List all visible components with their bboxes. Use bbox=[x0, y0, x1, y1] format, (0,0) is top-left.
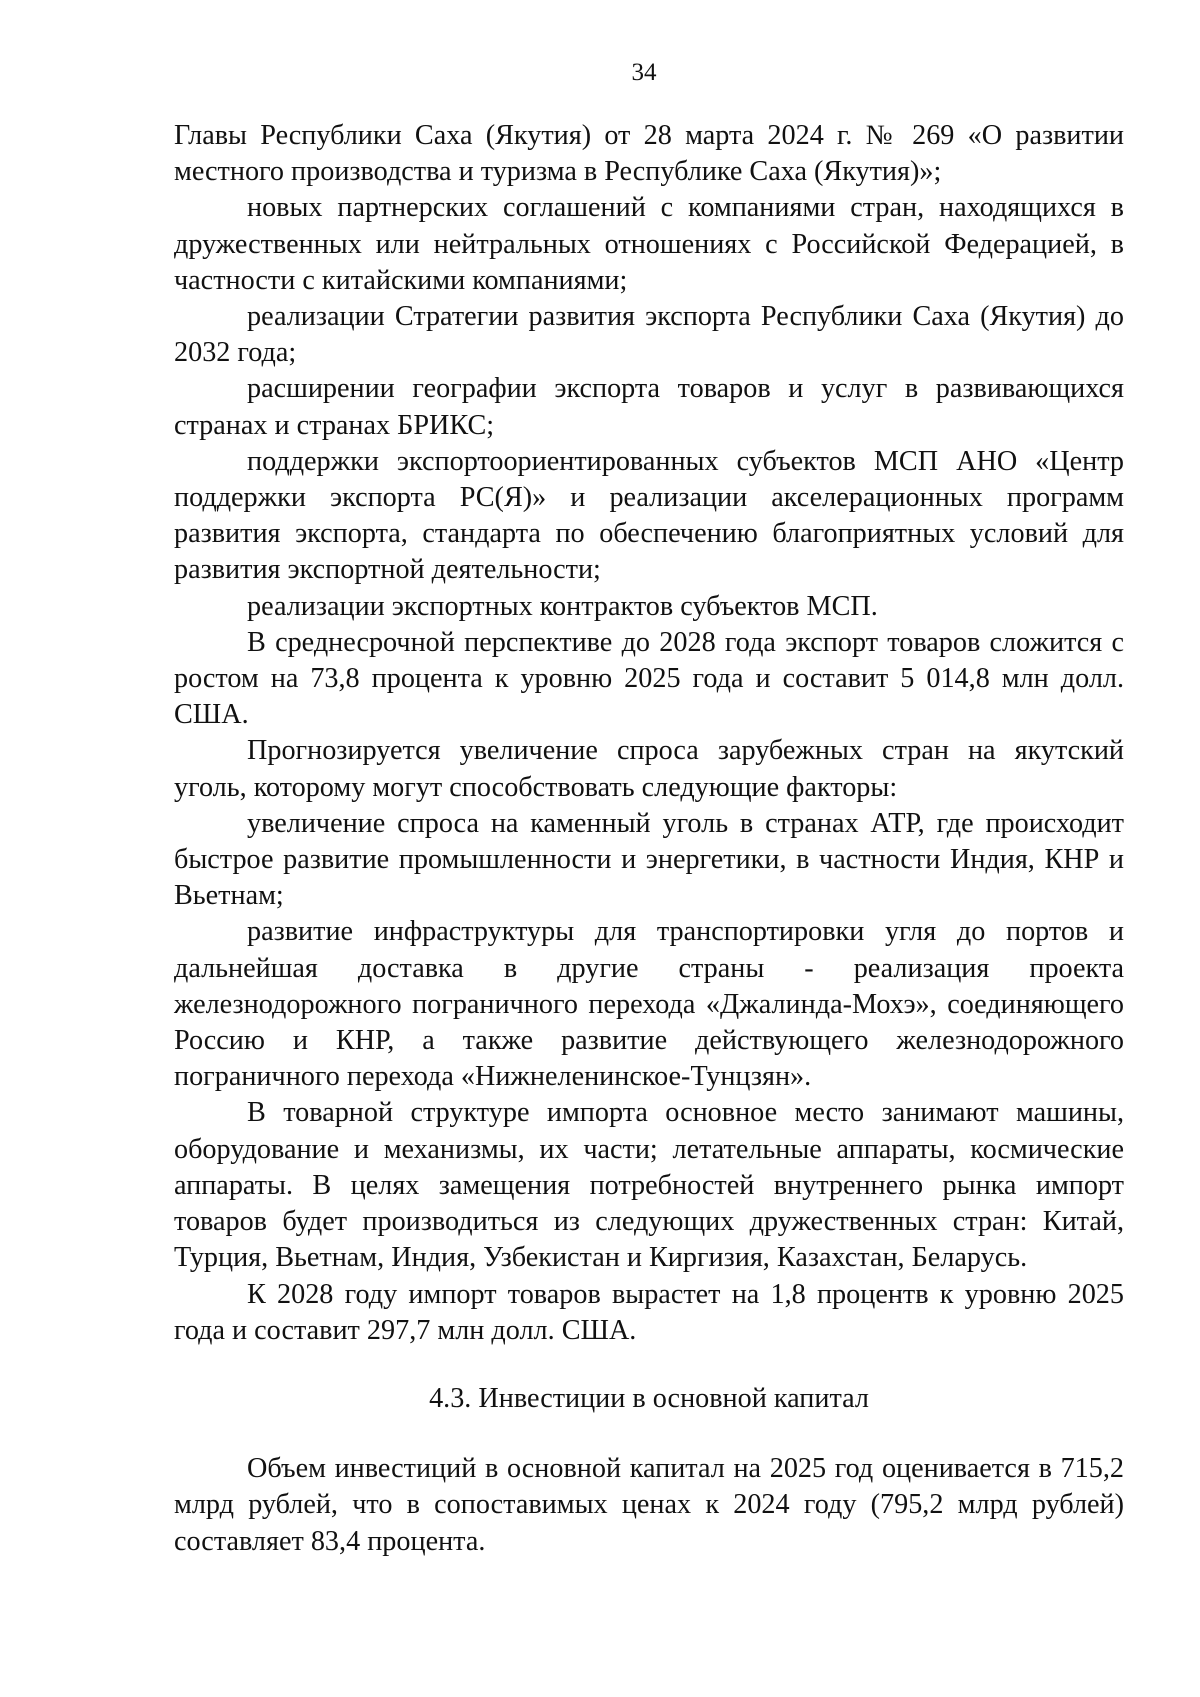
section-heading: 4.3. Инвестиции в основной капитал bbox=[429, 1382, 869, 1414]
paragraph-continuation: Главы Республики Саха (Якутия) от 28 марта 2024 г. № 269 «О развитии местного производства и туризма в Республике Саха (Якутия)»; bbox=[174, 120, 1124, 188]
paragraph-import-forecast: К 2028 году импорт товаров вырастет на 1,8 процентв к уровню 2025 года и составит 297,7 млн долл. США. bbox=[174, 1278, 1124, 1346]
paragraph-export-strategy: реализации Стратегии развития экспорта Республики Саха (Якутия) до 2032 года; bbox=[174, 301, 1124, 369]
paragraph-export-contracts: реализации экспортных контрактов субъектов МСП. bbox=[247, 590, 878, 622]
paragraph-investment-volume: Объем инвестиций в основной капитал на 2025 год оценивается в 715,2 млрд рублей, что в сопоставимых ценах к 2024 году (795,2 млрд рублей) составляет 83,4 процента. bbox=[174, 1453, 1124, 1557]
paragraph-export-forecast: В среднесрочной перспективе до 2028 года экспорт товаров сложится с ростом на 73,8 процента к уровню 2025 года и составит 5 014,8 млн долл. США. bbox=[174, 626, 1124, 731]
page-number: 34 bbox=[631, 59, 657, 86]
paragraph-apr-demand: увеличение спроса на каменный уголь в странах АТР, где происходит быстрое развитие промышленности и энергетики, в частности Индия, КНР и Вьетнам; bbox=[174, 807, 1124, 912]
paragraph-import-structure: В товарной структуре импорта основное место занимают машины, оборудование и механизмы, их части; летательные аппараты, космические аппараты. В целях замещения потребностей внутреннего рынка импорт товаров будет производиться из следующих дружественных стран: Китай, Турция, Вьетнам, Индия, Узбекистан и Киргизия, Казахстан, Беларусь. bbox=[174, 1097, 1124, 1274]
paragraph-msp-support: поддержки экспортоориентированных субъектов МСП АНО «Центр поддержки экспорта РС(Я)» и реализации акселерационных программ развития экспорта, стандарта по обеспечению благоприятных условий для развития экспортной деятельности; bbox=[174, 445, 1124, 586]
paragraph-partnership: новых партнерских соглашений с компаниями стран, находящихся в дружественных или нейтральных отношениях с Российской Федерацией, в частности с китайскими компаниями; bbox=[174, 192, 1124, 296]
paragraph-export-geography: расширении географии экспорта товаров и услуг в развивающихся странах и странах БРИКС; bbox=[174, 373, 1124, 441]
document-body bbox=[174, 118, 1124, 1560]
paragraph-coal-demand: Прогнозируется увеличение спроса зарубежных стран на якутский уголь, которому могут способствовать следующие факторы: bbox=[174, 735, 1124, 803]
paragraph-infrastructure: развитие инфраструктуры для транспортировки угля до портов и дальнейшая доставка в другие страны - реализация проекта железнодорожного пограничного перехода «Джалинда-Мохэ», соединяющего Россию и КНР, а также развитие действующего железнодорожного пограничного перехода «Нижнеленинское-Тунцзян». bbox=[174, 916, 1124, 1093]
